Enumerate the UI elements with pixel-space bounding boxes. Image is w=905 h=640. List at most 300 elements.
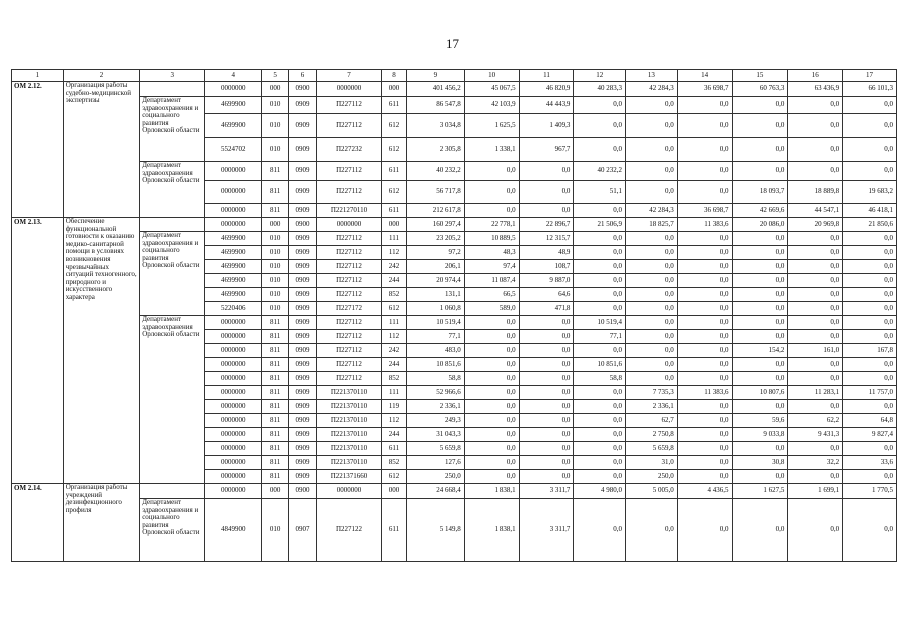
code-cell: 611 [382,499,407,562]
amount-cell: 3 311,7 [519,484,574,499]
amount-cell: 0,0 [519,316,574,330]
code-cell: 0909 [289,372,317,386]
amount-cell: 154,2 [732,344,788,358]
code-cell: 0000000 [205,400,262,414]
amount-cell: 967,7 [519,138,574,162]
amount-cell: 250,0 [626,470,678,484]
amount-cell: 0,0 [626,288,678,302]
amount-cell: 0,0 [626,372,678,386]
code-cell: 0000000 [205,344,262,358]
amount-cell: 22 778,1 [464,218,519,232]
amount-cell: 0,0 [574,428,626,442]
amount-cell: 0,0 [843,400,897,414]
amount-cell: 0,0 [788,114,843,138]
amount-cell: 160 297,4 [406,218,464,232]
table-row [12,499,897,562]
amount-cell: 2 305,8 [406,138,464,162]
code-cell: 0909 [289,181,317,204]
amount-cell: 40 232,2 [574,162,626,181]
amount-cell: 0,0 [677,456,732,470]
amount-cell: 0,0 [519,204,574,218]
code-cell: П227112 [316,330,381,344]
amount-cell: 0,0 [574,114,626,138]
amount-cell: 11 383,6 [677,218,732,232]
code-cell: П227172 [316,302,381,316]
code-cell: 0909 [289,114,317,138]
amount-cell: 1 625,5 [464,114,519,138]
amount-cell: 212 617,8 [406,204,464,218]
amount-cell: 0,0 [677,232,732,246]
amount-cell: 0,0 [843,246,897,260]
code-cell: 010 [262,232,289,246]
amount-cell: 0,0 [574,386,626,400]
amount-cell: 0,0 [519,470,574,484]
amount-cell: 0,0 [574,302,626,316]
column-header-4: 4 [205,70,262,82]
code-cell: 5524702 [205,138,262,162]
amount-cell: 59,6 [732,414,788,428]
amount-cell: 2 750,8 [626,428,678,442]
amount-cell: 5 005,0 [626,484,678,499]
amount-cell: 64,6 [519,288,574,302]
amount-cell: 0,0 [677,114,732,138]
amount-cell: 48,3 [464,246,519,260]
code-cell: 0000000 [205,204,262,218]
amount-cell: 42 284,3 [626,82,678,97]
amount-cell: 0,0 [464,470,519,484]
amount-cell: 161,0 [788,344,843,358]
code-cell: 0909 [289,260,317,274]
amount-cell: 1 699,1 [788,484,843,499]
amount-cell: 0,0 [574,274,626,288]
code-cell: 242 [382,344,407,358]
amount-cell: 0,0 [677,246,732,260]
amount-cell: 3 311,7 [519,499,574,562]
code-cell: 244 [382,428,407,442]
measure-name: Организация работы учреждений дезинфекционного профиля [63,484,140,562]
column-header-9: 9 [406,70,464,82]
amount-cell: 0,0 [464,316,519,330]
executor-name: Департамент здравоохранения и социального развития Орловской области [140,232,205,316]
code-cell: 811 [262,181,289,204]
amount-cell: 0,0 [732,97,788,114]
code-cell: 010 [262,97,289,114]
code-cell: 811 [262,344,289,358]
code-cell: 010 [262,260,289,274]
amount-cell: 0,0 [519,162,574,181]
amount-cell: 31 043,3 [406,428,464,442]
code-cell: П227112 [316,114,381,138]
amount-cell: 36 698,7 [677,82,732,97]
measure-name: Организация работы судебно-медицинской экспертизы [63,82,140,218]
code-cell: 0909 [289,97,317,114]
amount-cell: 0,0 [677,330,732,344]
amount-cell: 0,0 [732,499,788,562]
table-row [12,232,897,246]
column-header-11: 11 [519,70,574,82]
executor-name: Департамент здравоохранения и социального развития Орловской области [140,97,205,162]
code-cell: 811 [262,204,289,218]
code-cell: П221370110 [316,400,381,414]
amount-cell: 97,4 [464,260,519,274]
code-cell: 0000000 [205,386,262,400]
amount-cell: 0,0 [732,260,788,274]
code-cell: 0000000 [205,316,262,330]
amount-cell: 0,0 [519,181,574,204]
amount-cell: 56 717,8 [406,181,464,204]
code-cell: 4849900 [205,499,262,562]
code-cell: 010 [262,274,289,288]
amount-cell: 0,0 [788,162,843,181]
amount-cell: 11 383,6 [677,386,732,400]
amount-cell: 0,0 [574,442,626,456]
amount-cell: 20 086,0 [732,218,788,232]
amount-cell: 0,0 [732,302,788,316]
column-header-14: 14 [677,70,732,82]
code-cell: 0000000 [205,82,262,97]
code-cell: П227232 [316,138,381,162]
code-cell: 852 [382,456,407,470]
amount-cell: 0,0 [843,274,897,288]
amount-cell: 0,0 [574,97,626,114]
amount-cell: 0,0 [843,232,897,246]
amount-cell: 97,2 [406,246,464,260]
executor-name [140,82,205,97]
code-cell: 811 [262,456,289,470]
amount-cell: 401 456,2 [406,82,464,97]
code-cell: 811 [262,442,289,456]
code-cell: 000 [382,82,407,97]
code-cell: 0909 [289,470,317,484]
amount-cell: 0,0 [788,246,843,260]
amount-cell: 5 659,8 [406,442,464,456]
amount-cell: 0,0 [519,414,574,428]
amount-cell: 0,0 [732,316,788,330]
amount-cell: 0,0 [788,138,843,162]
header-row [12,70,897,82]
code-cell: 811 [262,162,289,181]
code-cell: 611 [382,204,407,218]
amount-cell: 0,0 [677,316,732,330]
amount-cell: 0,0 [677,470,732,484]
amount-cell: 0,0 [788,302,843,316]
code-cell: П221371660 [316,470,381,484]
budget-table [11,69,897,562]
amount-cell: 0,0 [574,344,626,358]
amount-cell: 42 103,9 [464,97,519,114]
amount-cell: 66,5 [464,288,519,302]
amount-cell: 0,0 [626,358,678,372]
amount-cell: 63 436,9 [788,82,843,97]
code-cell: 0909 [289,302,317,316]
amount-cell: 589,0 [464,302,519,316]
amount-cell: 0,0 [574,499,626,562]
code-cell: 0909 [289,456,317,470]
amount-cell: 5 659,8 [626,442,678,456]
amount-cell: 0,0 [574,260,626,274]
amount-cell: 0,0 [788,288,843,302]
code-cell: 811 [262,414,289,428]
amount-cell: 40 232,2 [406,162,464,181]
code-cell: 811 [262,316,289,330]
amount-cell: 0,0 [626,246,678,260]
code-cell: П227112 [316,316,381,330]
code-cell: 5220406 [205,302,262,316]
code-cell: 0909 [289,246,317,260]
page-number: 17 [446,36,459,51]
amount-cell: 9 431,3 [788,428,843,442]
executor-name [140,218,205,232]
amount-cell: 0,0 [677,97,732,114]
measure-code: ОМ 2.13. [12,218,64,484]
code-cell: 811 [262,330,289,344]
code-cell: 612 [382,302,407,316]
amount-cell: 0,0 [677,181,732,204]
amount-cell: 0,0 [843,470,897,484]
amount-cell: 0,0 [788,372,843,386]
amount-cell: 0,0 [574,204,626,218]
amount-cell: 48,9 [519,246,574,260]
amount-cell: 21 850,6 [843,218,897,232]
amount-cell: 40 283,3 [574,82,626,97]
amount-cell: 52 966,6 [406,386,464,400]
amount-cell: 64,8 [843,414,897,428]
code-cell: 0909 [289,162,317,181]
amount-cell: 0,0 [626,232,678,246]
amount-cell: 0,0 [732,246,788,260]
amount-cell: 0,0 [732,288,788,302]
code-cell: 611 [382,162,407,181]
code-cell: 111 [382,386,407,400]
amount-cell: 0,0 [464,372,519,386]
code-cell: 0909 [289,386,317,400]
code-cell: 010 [262,138,289,162]
code-cell: 611 [382,442,407,456]
amount-cell: 46 418,1 [843,204,897,218]
amount-cell: 0,0 [626,330,678,344]
executor-name: Департамент здравоохранения Орловской области [140,316,205,484]
amount-cell: 2 336,1 [406,400,464,414]
amount-cell: 11 757,0 [843,386,897,400]
code-cell: 000 [262,218,289,232]
amount-cell: 11 283,1 [788,386,843,400]
code-cell: 0909 [289,316,317,330]
column-header-1: 1 [12,70,64,82]
code-cell: П227112 [316,232,381,246]
code-cell: 0000000 [205,330,262,344]
amount-cell: 0,0 [843,442,897,456]
code-cell: 0000000 [316,82,381,97]
amount-cell: 206,1 [406,260,464,274]
amount-cell: 0,0 [464,414,519,428]
amount-cell: 0,0 [519,400,574,414]
amount-cell: 0,0 [732,232,788,246]
code-cell: 852 [382,288,407,302]
code-cell: 0909 [289,288,317,302]
code-cell: 244 [382,358,407,372]
code-cell: П227112 [316,274,381,288]
code-cell: 0909 [289,358,317,372]
amount-cell: 10 851,6 [574,358,626,372]
code-cell: П227112 [316,97,381,114]
code-cell: 111 [382,316,407,330]
amount-cell: 5 149,8 [406,499,464,562]
amount-cell: 131,1 [406,288,464,302]
amount-cell: 0,0 [732,470,788,484]
table-row [12,97,897,114]
amount-cell: 62,2 [788,414,843,428]
code-cell: 612 [382,114,407,138]
column-header-7: 7 [316,70,381,82]
amount-cell: 18 093,7 [732,181,788,204]
code-cell: П221270110 [316,204,381,218]
executor-name: Департамент здравоохранения Орловской области [140,162,205,218]
code-cell: 111 [382,232,407,246]
amount-cell: 0,0 [626,114,678,138]
amount-cell: 10 519,4 [406,316,464,330]
amount-cell: 1 838,1 [464,499,519,562]
code-cell: П227112 [316,344,381,358]
code-cell: 811 [262,358,289,372]
amount-cell: 44 547,1 [788,204,843,218]
code-cell: П227112 [316,358,381,372]
code-cell: 0900 [289,484,317,499]
table-row [12,316,897,330]
code-cell: 0000000 [205,470,262,484]
executor-name [140,484,205,499]
amount-cell: 0,0 [574,288,626,302]
amount-cell: 0,0 [677,499,732,562]
amount-cell: 0,0 [677,138,732,162]
amount-cell: 0,0 [732,138,788,162]
amount-cell: 0,0 [519,358,574,372]
amount-cell: 0,0 [574,470,626,484]
code-cell: 0000000 [205,181,262,204]
table-row [12,218,897,232]
amount-cell: 0,0 [574,138,626,162]
code-cell: 0000000 [205,218,262,232]
code-cell: 112 [382,246,407,260]
code-cell: 811 [262,428,289,442]
amount-cell: 0,0 [788,316,843,330]
amount-cell: 10 519,4 [574,316,626,330]
column-header-2: 2 [63,70,140,82]
code-cell: П221370110 [316,386,381,400]
amount-cell: 0,0 [677,428,732,442]
amount-cell: 0,0 [519,344,574,358]
amount-cell: 1 338,1 [464,138,519,162]
amount-cell: 66 101,3 [843,82,897,97]
amount-cell: 0,0 [843,162,897,181]
executor-name: Департамент здравоохранения и социального развития Орловской области [140,499,205,562]
amount-cell: 0,0 [732,372,788,386]
amount-cell: 0,0 [464,442,519,456]
amount-cell: 0,0 [843,302,897,316]
amount-cell: 0,0 [574,456,626,470]
code-cell: 811 [262,400,289,414]
amount-cell: 58,8 [406,372,464,386]
code-cell: 4699900 [205,288,262,302]
code-cell: 852 [382,372,407,386]
amount-cell: 0,0 [677,414,732,428]
amount-cell: 22 896,7 [519,218,574,232]
code-cell: 4699900 [205,260,262,274]
amount-cell: 46 820,9 [519,82,574,97]
code-cell: 4699900 [205,274,262,288]
amount-cell: 0,0 [843,358,897,372]
amount-cell: 77,1 [574,330,626,344]
amount-cell: 9 827,4 [843,428,897,442]
code-cell: 811 [262,386,289,400]
amount-cell: 0,0 [788,358,843,372]
amount-cell: 0,0 [464,400,519,414]
code-cell: 000 [382,484,407,499]
amount-cell: 0,0 [626,316,678,330]
code-cell: 0909 [289,442,317,456]
amount-cell: 42 669,6 [732,204,788,218]
amount-cell: 0,0 [788,330,843,344]
amount-cell: 0,0 [788,274,843,288]
code-cell: 0900 [289,218,317,232]
code-cell: 010 [262,499,289,562]
code-cell: 0909 [289,428,317,442]
amount-cell: 9 033,8 [732,428,788,442]
code-cell: 112 [382,330,407,344]
code-cell: 4699900 [205,246,262,260]
code-cell: П221370110 [316,442,381,456]
amount-cell: 0,0 [464,181,519,204]
column-header-3: 3 [140,70,205,82]
code-cell: 4699900 [205,114,262,138]
code-cell: П227112 [316,372,381,386]
amount-cell: 0,0 [574,400,626,414]
code-cell: 0900 [289,82,317,97]
amount-cell: 167,8 [843,344,897,358]
amount-cell: 0,0 [464,358,519,372]
amount-cell: 0,0 [464,428,519,442]
amount-cell: 10 889,5 [464,232,519,246]
amount-cell: 0,0 [843,288,897,302]
amount-cell: 0,0 [732,330,788,344]
amount-cell: 0,0 [677,400,732,414]
amount-cell: 0,0 [788,499,843,562]
amount-cell: 0,0 [464,344,519,358]
amount-cell: 0,0 [519,372,574,386]
amount-cell: 0,0 [788,260,843,274]
column-header-8: 8 [382,70,407,82]
amount-cell: 20 974,4 [406,274,464,288]
amount-cell: 32,2 [788,456,843,470]
code-cell: 010 [262,288,289,302]
measure-code: ОМ 2.12. [12,82,64,218]
amount-cell: 10 807,6 [732,386,788,400]
table-row [12,162,897,181]
code-cell: 119 [382,400,407,414]
amount-cell: 0,0 [732,442,788,456]
amount-cell: 3 034,8 [406,114,464,138]
amount-cell: 0,0 [626,162,678,181]
amount-cell: 44 443,9 [519,97,574,114]
column-header-10: 10 [464,70,519,82]
amount-cell: 0,0 [788,470,843,484]
code-cell: П221370110 [316,428,381,442]
amount-cell: 0,0 [843,114,897,138]
amount-cell: 23 205,2 [406,232,464,246]
amount-cell: 60 763,3 [732,82,788,97]
code-cell: 811 [262,470,289,484]
amount-cell: 0,0 [732,274,788,288]
amount-cell: 0,0 [464,162,519,181]
